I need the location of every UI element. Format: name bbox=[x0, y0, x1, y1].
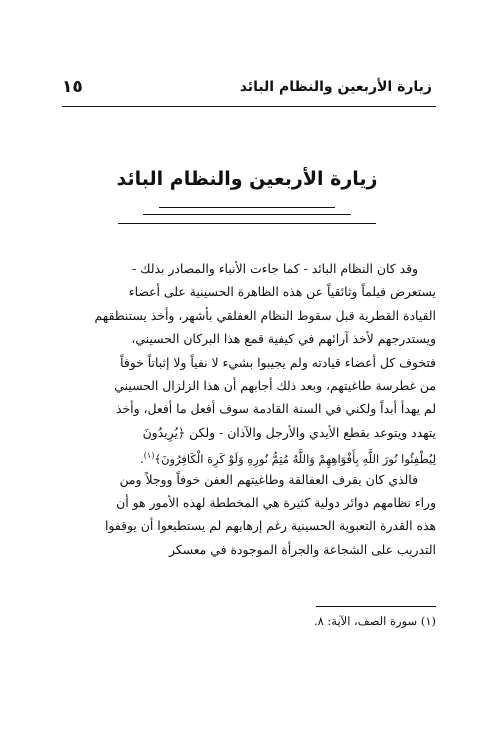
footnote-rule bbox=[316, 606, 436, 607]
paragraph-1-line: وقد كان النظام البائد - كما جاءت الأنباء والمصادر بذلك - bbox=[132, 261, 418, 276]
paragraph-1-line: القيادة القطرية قبل سقوط النظام العفلقي بأشهر، وأخذ يستنطقهم bbox=[94, 307, 436, 323]
page-number: ١٥ bbox=[62, 77, 83, 97]
running-header bbox=[62, 72, 432, 102]
header-rule bbox=[62, 106, 436, 107]
chapter-title: زيارة الأربعين والنظام البائد bbox=[116, 168, 378, 190]
running-title: زيارة الأربعين والنظام البائد bbox=[239, 79, 432, 95]
footnote-reference: (١) bbox=[143, 451, 155, 461]
footnote-text: سورة الصف، الآية: ٨. bbox=[313, 614, 418, 628]
paragraph-1-line: فتخوف كل أعضاء قيادته ولم يجيبوا بشيء لا نفياً ولا إثباتاً خوفاً bbox=[120, 354, 436, 370]
title-ornament-rule-2 bbox=[0, 214, 494, 215]
paragraph-2-line: فالذي كان يقرف العفالقة وطاغيتهم العفن خوفاً ووجلاً ومن bbox=[119, 471, 418, 487]
paragraph-1-line: من غطرسة طاغيتهم، وبعد ذلك أجابهم أن هذا الزلزال الحسيني bbox=[114, 377, 436, 393]
paragraph-2-line: التدريب على الشجاعة والجرأة الموجودة في معسكر bbox=[168, 541, 436, 557]
paragraph-1-line: يستعرض فيلماً وثائقياً عن هذه الظاهرة الحسينية على أعضاء bbox=[128, 284, 436, 300]
paragraph-2-line: وراء نظامهم دوائر دولية كثيرة هي المخططة لهذه الأمور هو أن bbox=[116, 494, 436, 510]
title-ornament-rule-3 bbox=[0, 223, 494, 224]
paragraph-1-line: يتهدد ويتوعد بقطع الأيدي والأرجل والآذان - ولكن ﴿يُرِيدُونَ bbox=[142, 424, 436, 440]
paragraph-1-line: لم يهدأ أبداً ولكني في السنة القادمة سوف أفعل ما أفعل، وأخذ bbox=[115, 401, 436, 417]
quran-verse-line bbox=[62, 444, 436, 467]
paragraph-1-line: ويستدرجهم لأخذ آرائهم في كيفية قمع هذا البركان الحسيني، bbox=[131, 331, 436, 347]
title-ornament-rule-1 bbox=[0, 207, 494, 208]
body-text bbox=[62, 257, 436, 561]
footnote bbox=[62, 614, 436, 628]
footnote-number: (١) bbox=[420, 614, 436, 628]
paragraph-2-line: هذه القدرة التعبوية الحسينية رغم إرهابهم لم يستطيعوا أن يوقفوا bbox=[104, 518, 436, 534]
sentence-end: . bbox=[139, 451, 144, 467]
quran-verse: لِيُطْفِئُوا نُورَ اللَّهِ بِأَفْوَاهِهِمْ وَاللَّهُ مُتِمُّ نُورِهِ وَلَوْ كَرِهَ الْكَافِرُونَ﴾ bbox=[154, 452, 436, 467]
